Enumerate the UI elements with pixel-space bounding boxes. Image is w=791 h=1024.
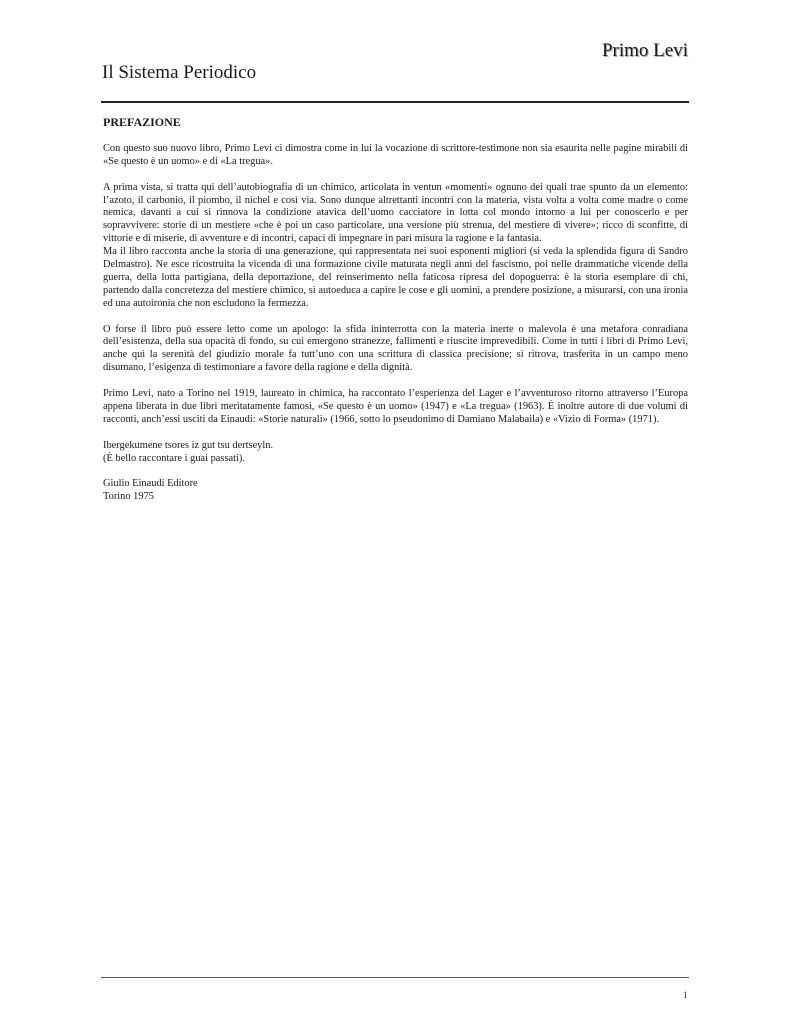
publisher-place-year: Torino 1975 xyxy=(103,491,154,503)
footer-divider xyxy=(101,977,689,978)
paragraph-generation: Ma il libro racconta anche la storia di una generazione, qui rappresentata nei suoi esponenti migliori (si veda la splendida figura di Sandro Delmastro). Ne esce ricostruita la vicenda di una formazione civile maturata negli anni del fascismo, poi nelle drammatiche vicende della guerra, della lotta partigiana, della deportazione, del reinserimento nella faticosa ripresa del dopoguerra: è la storia esemplare di chi, partendo dalla concretezza del mestiere chimico, si autoeduca a capire le cose e gli uomini, a prendere posizione, a misurarsi, con una ironia ed una autoironia che non escludono la fermezza. xyxy=(103,246,688,309)
epigraph-line-italian: (È bello raccontare i guai passati). xyxy=(103,452,245,464)
section-heading: PREFAZIONE xyxy=(103,115,181,129)
main-content xyxy=(103,116,688,504)
running-header-author: Primo Levi xyxy=(601,40,688,61)
publisher-name: Giulio Einaudi Editore xyxy=(103,478,198,490)
running-header-title: Il Sistema Periodico xyxy=(102,62,257,83)
page-number: 1 xyxy=(683,990,688,1000)
header-divider xyxy=(101,101,689,103)
paragraph-autobiography: A prima vista, si tratta qui dell’autobiografia di un chimico, articolata in ventun «momenti» ognuno dei quali trae spunto da un elemento: l’azoto, il carbonio, il piombo, il nichel e così via. Sono dunque altrettanti incontri con la materia, vista volta a volta come madre o come nemica, davanti a cui si rinnova la condizione atavica dell’uomo cacciatore in lotta col mondo intorno a lui per conoscerlo e per sopravvivere: storie di un mestiere «che è poi un caso particolare, una versione più strenua, del mestiere di vivere»; ricco di sconfitte, di vittorie e di miserie, di avventure e di incontri, capaci di impegnare in pari misura la ragione e la fantasia. xyxy=(103,181,688,245)
paragraph-apologue: O forse il libro può essere letto come un apologo: la sfida ininterrotta con la materia inerte o malevola è una metafora conradiana dell’esistenza, della sua opacità di fondo, su cui emergono stranezze, fallimenti e riuscite imprevedibili. Come in tutti i libri di Primo Levi, anche qui la serenità del giudizio morale fa tutt’uno con una scrittura di classica precisione; si ritrova, trasferita in un campo meno disumano, l’esigenza di testimoniare a favore della ragione e della dignità. xyxy=(103,323,688,374)
epigraph xyxy=(103,440,688,466)
paragraph-biography: Primo Levi, nato a Torino nel 1919, laureato in chimica, ha raccontato l’esperienza del Lager e l’avventuroso ritorno attraverso l’Europa appena liberata in due libri meritatamente famosi, «Se questo è un uomo» (1947) e «La tregua» (1963). È inoltre autore di due volumi di racconti, anch’essi usciti da Einaudi: «Storie naturali» (1966, sotto lo pseudonimo di Damiano Malabaila) e «Vizio di Forma» (1971). xyxy=(103,388,688,425)
publisher-info xyxy=(103,478,688,504)
epigraph-line-yiddish: Ibergekumene tsores iz gut tsu dertseyln. xyxy=(103,439,274,451)
paragraph-intro: Con questo suo nuovo libro, Primo Levi ci dimostra come in lui la vocazione di scrittore-testimone non sia esaurita nelle pagine mirabili di «Se questo è un uomo» e di «La tregua». xyxy=(103,142,688,167)
